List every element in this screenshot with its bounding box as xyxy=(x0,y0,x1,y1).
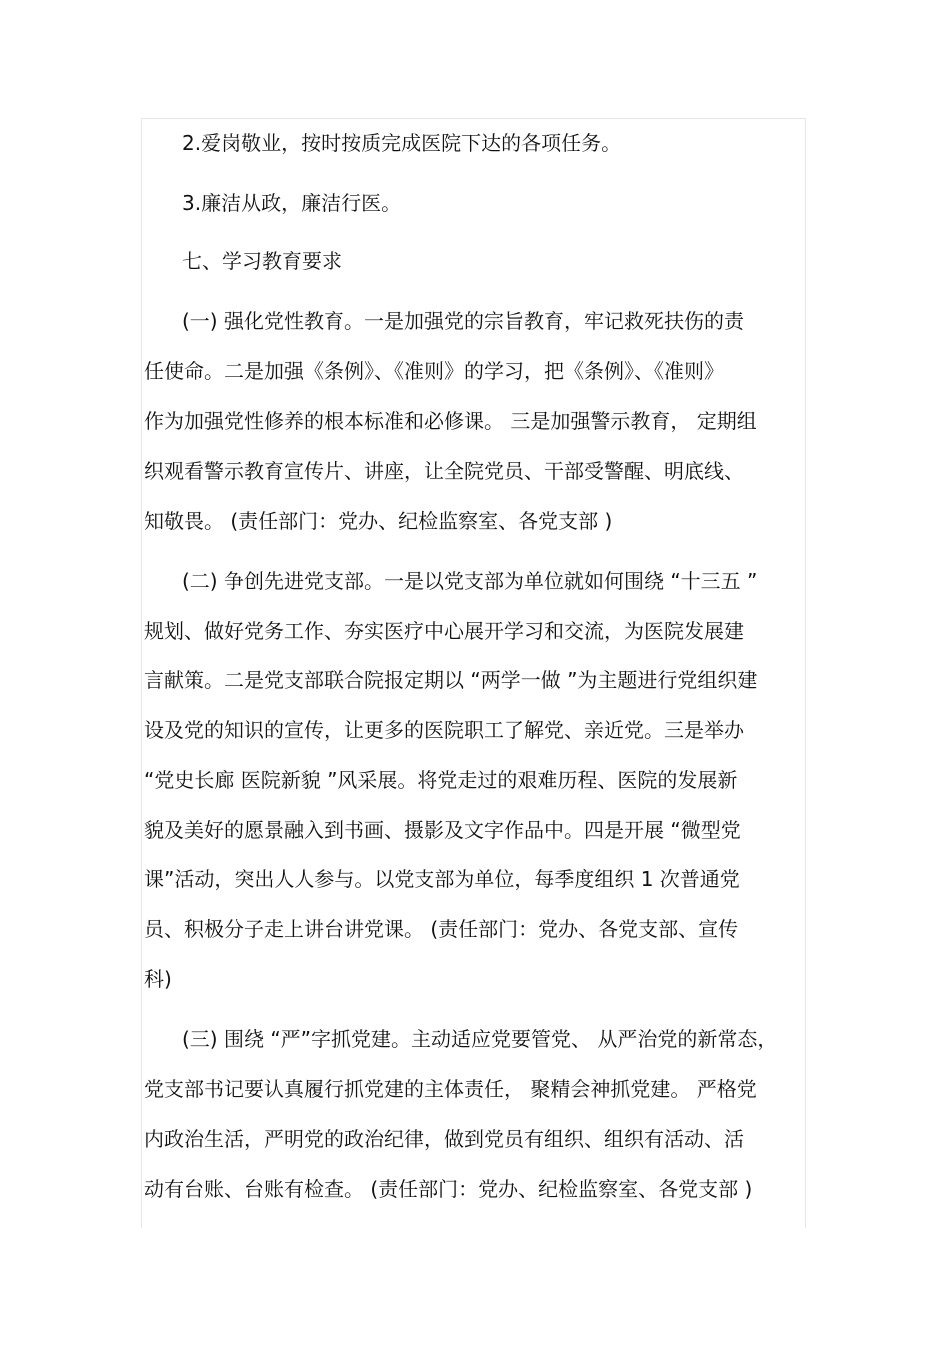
text-line: 貌及美好的愿景融入到书画、摄影及文字作品中。四是开展 “微型党 xyxy=(144,818,741,842)
text-line: 规划、做好党务工作、夯实医疗中心展开学习和交流，为医院发展建 xyxy=(144,619,744,643)
text-line: 织观看警示教育宣传片、讲座，让全院党员、干部受警醒、明底线、 xyxy=(144,459,744,483)
text-line: 作为加强党性修养的根本标准和必修课。 三是加强警示教育， 定期组 xyxy=(144,409,757,433)
text-line: 科) xyxy=(144,967,172,991)
text-line: 动有台账、台账有检查。 (责任部门：党办、纪检监察室、各党支部 ) xyxy=(144,1177,753,1201)
text-line: 内政治生活，严明党的政治纪律，做到党员有组织、组织有活动、活 xyxy=(144,1127,744,1151)
text-line: 2.爱岗敬业，按时按质完成医院下达的各项任务。 xyxy=(182,131,622,155)
section-heading: 七、学习教育要求 xyxy=(182,249,342,273)
text-line: 课”活动，突出人人参与。以党支部为单位，每季度组织 1 次普通党 xyxy=(144,867,740,891)
text-line: 党支部书记要认真履行抓党建的主体责任， 聚精会神抓党建。 严格党 xyxy=(144,1077,757,1101)
text-line: 任使命。二是加强《条例》、《准则》的学习，把《条例》、《准则》 xyxy=(144,359,724,383)
text-line: 言献策。二是党支部联合院报定期以 “两学一做 ”为主题进行党组织建 xyxy=(144,668,758,692)
text-line: 知敬畏。 (责任部门：党办、纪检监察室、各党支部 ) xyxy=(144,509,613,533)
text-line: (三) 围绕 “严”字抓党建。主动适应党要管党、 从严治党的新常态， xyxy=(182,1027,778,1051)
text-line: “党史长廊 医院新貌 ”风采展。将党走过的艰难历程、医院的发展新 xyxy=(144,768,738,792)
text-line: (二) 争创先进党支部。一是以党支部为单位就如何围绕 “十三五 ” xyxy=(182,569,758,593)
text-line: 设及党的知识的宣传，让更多的医院职工了解党、亲近党。三是举办 xyxy=(144,718,744,742)
text-line: 员、积极分子走上讲台讲党课。 (责任部门：党办、各党支部、宣传 xyxy=(144,917,739,941)
text-line: 3.廉洁从政，廉洁行医。 xyxy=(182,191,402,215)
text-line: (一) 强化党性教育。一是加强党的宗旨教育，牢记救死扶伤的责 xyxy=(182,309,744,333)
